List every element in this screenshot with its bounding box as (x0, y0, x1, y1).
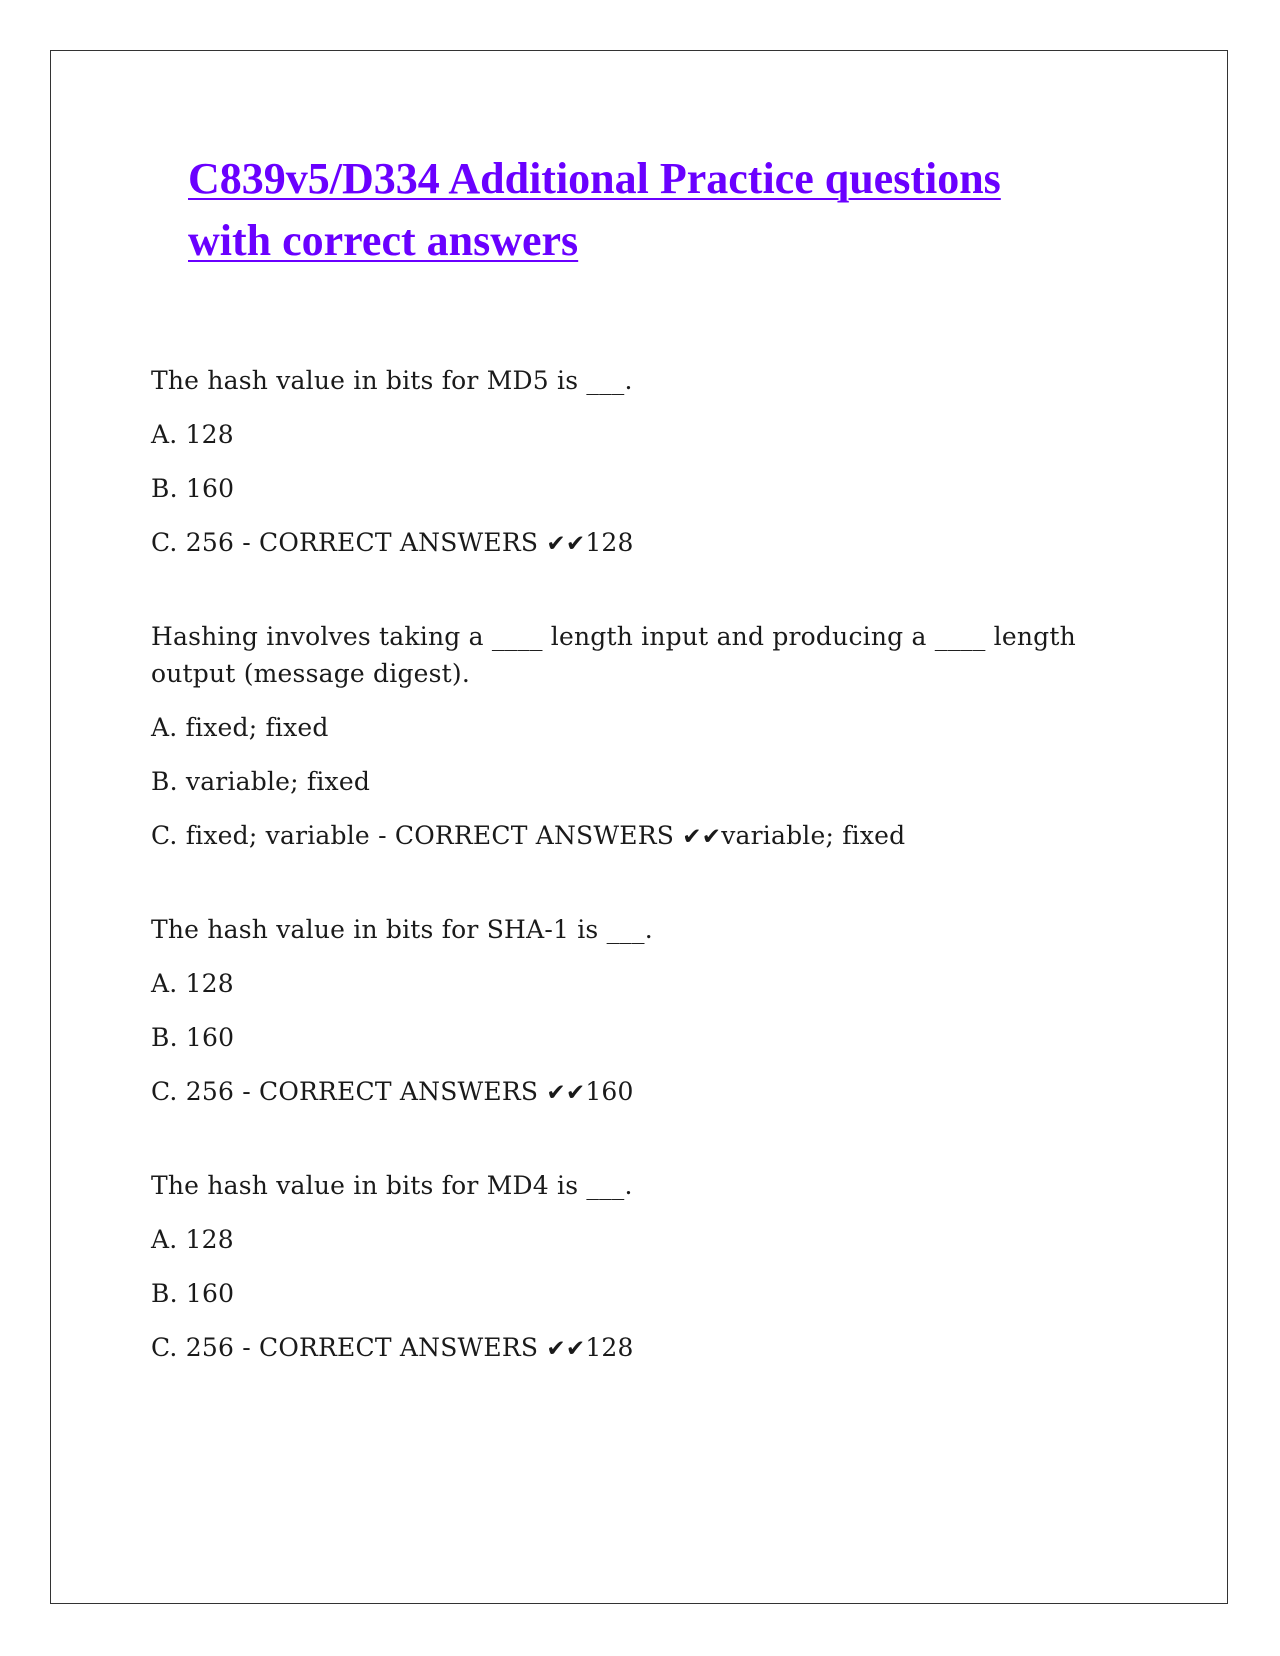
option-a: A. 128 (151, 1225, 234, 1254)
option-b: B. 160 (151, 1279, 235, 1308)
correct-answer: variable; fixed (721, 821, 906, 850)
option-c-with-answer (151, 1329, 1131, 1368)
check-mark-icon: ✔✔ (546, 1080, 586, 1106)
check-mark-icon: ✔✔ (546, 531, 586, 557)
option-c-with-answer (151, 817, 1131, 856)
question-text: The hash value in bits for MD5 is ___. (151, 366, 633, 395)
document-title[interactable]: C839v5/D334 Additional Practice questions with correct answers (188, 154, 1001, 265)
option-b: B. variable; fixed (151, 767, 371, 796)
option-c: C. fixed; variable - CORRECT ANSWERS (151, 821, 683, 850)
question-item (151, 1167, 1131, 1368)
option-c: C. 256 - CORRECT ANSWERS (151, 1077, 547, 1106)
question-text: Hashing involves taking a ____ length input and producing a ____ length output (message digest). (151, 622, 1076, 688)
option-c-with-answer (151, 1073, 1131, 1112)
question-item (151, 362, 1131, 563)
correct-answer: 128 (585, 1333, 634, 1362)
check-mark-icon: ✔✔ (682, 824, 722, 850)
option-c-with-answer (151, 524, 1131, 563)
option-c: C. 256 - CORRECT ANSWERS (151, 1333, 547, 1362)
option-a: A. 128 (151, 969, 234, 998)
correct-answer: 128 (585, 528, 634, 557)
option-a: A. 128 (151, 420, 234, 449)
question-list (151, 362, 1131, 1423)
check-mark-icon: ✔✔ (546, 1336, 586, 1362)
question-item (151, 911, 1131, 1112)
option-c: C. 256 - CORRECT ANSWERS (151, 528, 547, 557)
question-text: The hash value in bits for MD4 is ___. (151, 1171, 633, 1200)
correct-answer: 160 (585, 1077, 634, 1106)
question-item (151, 618, 1131, 856)
option-b: B. 160 (151, 1023, 235, 1052)
option-b: B. 160 (151, 474, 235, 503)
question-text: The hash value in bits for SHA-1 is ___. (151, 915, 653, 944)
option-a: A. fixed; fixed (151, 713, 329, 742)
